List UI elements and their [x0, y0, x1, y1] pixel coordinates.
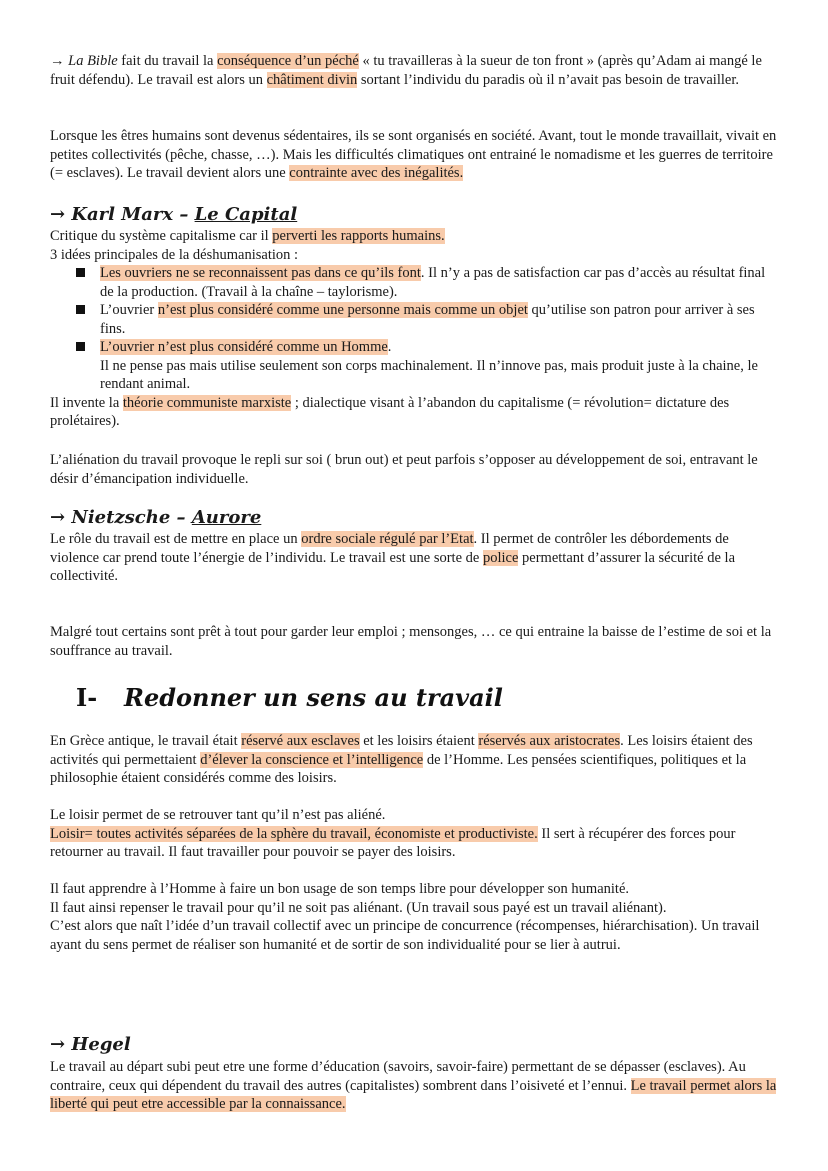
learn-line: C’est alors que naît l’idée d’un travail collectif avec un principe de concurrence (récompenses, hiérarchisation). Un travail ayant du sens permet de réaliser son humanité et de sortir de son individualité pour se lier à autrui.: [50, 918, 760, 953]
bible-paragraph: [50, 52, 780, 89]
leisure-definition: [50, 825, 780, 862]
text: En Grèce antique, le travail était: [50, 733, 242, 749]
marx-body: [50, 227, 780, 431]
text: Il invente la: [50, 394, 123, 411]
text: L’ouvrier: [100, 302, 158, 318]
text: Il ne pense pas mais utilise seulement son corps machinalement. Il n’innove pas, mais produit juste à la chaine, le rendant animal.: [100, 357, 758, 392]
text: . Il n’y a pas de satisfaction car pas d’accès au résultat final de la production. (Travail à la chaîne – taylorisme).: [100, 265, 766, 300]
author-name: Nietzsche –: [71, 507, 192, 528]
highlight: L’ouvrier n’est plus considéré comme un Homme: [100, 339, 388, 355]
highlight: Loisir= toutes activités séparées de la sphère du travail, économiste et productiviste.: [50, 825, 538, 842]
bullet-square-icon: [76, 342, 85, 351]
section-title: Redonner un sens au travail: [124, 683, 503, 712]
marx-heading: [50, 204, 780, 226]
learn-paragraph: [50, 880, 780, 954]
bullet-square-icon: [76, 268, 85, 277]
text: de l’Homme. Les pensées scientifiques, politiques et la philosophie étaient considérés comme des loisirs.: [50, 751, 747, 786]
highlight: réservés aux aristocrates: [478, 733, 621, 749]
author-name: Hegel: [71, 1034, 131, 1055]
text: permettant d’assurer la sécurité de la collectivité.: [50, 549, 735, 584]
nietzsche-heading: [50, 507, 780, 529]
bullet-square-icon: [76, 305, 85, 314]
leisure-paragraph: [50, 806, 780, 862]
highlight: Le travail permet alors la liberté qui peut etre accessible par la connaissance.: [50, 1077, 777, 1112]
arrow-icon: →: [50, 507, 66, 528]
arrow-icon: →: [50, 204, 66, 225]
highlight: ordre sociale régulé par l’Etat: [301, 531, 474, 547]
text: Le travail au départ subi peut etre une forme d’éducation (savoirs, savoir-faire) permettant de se dépasser (esclaves). Au contraire, ceux qui dépendent du travail des autres (capitalistes) sombrent dans l’oisiveté et l’ennui.: [50, 1059, 746, 1094]
text: . Il permet de contrôler les débordements de violence car prend toute l’énergie de l’individu. Le travail est une sorte de: [50, 531, 729, 566]
text: Il sert à récupérer des forces pour retourner au travail. Il faut travailler pour pouvoir se payer des loisirs.: [50, 825, 736, 860]
arrow-icon: →: [50, 1034, 66, 1055]
bullet-list: [50, 264, 780, 394]
text: ; dialectique visant à l’abandon du capitalisme (= révolution= dictature des prolétaires).: [50, 394, 730, 429]
text: et les loisirs étaient: [359, 733, 479, 749]
marx-theory: [50, 394, 780, 431]
list-item: [50, 264, 780, 301]
section-number: I-: [76, 683, 98, 712]
highlight: Les ouvriers ne se reconnaissent pas dans ce qu’ils font: [100, 265, 421, 281]
book-title: Le Capital: [194, 204, 298, 225]
sedentary-paragraph: [50, 127, 780, 183]
leisure-line: Le loisir permet de se retrouver tant qu’il n’est pas aliéné.: [50, 807, 386, 823]
section-heading: [76, 684, 776, 712]
highlight: n’est plus considéré comme une personne mais comme un objet: [157, 302, 528, 318]
learn-line: Il faut apprendre à l’Homme à faire un bon usage de son temps libre pour développer son humanité.: [50, 881, 630, 897]
learn-line: Il faut ainsi repenser le travail pour qu’il ne soit pas aliénant. (Un travail sous payé est un travail aliénant).: [50, 899, 667, 916]
bible-title: La Bible: [68, 53, 118, 69]
text: Le rôle du travail est de mettre en place un: [50, 531, 302, 547]
alienation-paragraph: L’aliénation du travail provoque le repli sur soi ( brun out) et peut parfois s’opposer au développement de soi, entravant le désir d’émancipation individuelle.: [50, 452, 758, 487]
highlight: châtiment divin: [266, 71, 358, 88]
text: . Les loisirs étaient des activités qui permettaient: [50, 733, 753, 768]
highlight: théorie communiste marxiste: [122, 394, 292, 411]
nietzsche-paragraph: [50, 530, 780, 586]
author-name: Karl Marx –: [71, 204, 195, 225]
text: « tu travailleras à la sueur de ton front » (après qu’Adam ai mangé le fruit défendu). Le travail est alors un: [50, 53, 762, 88]
highlight: conséquence d’un péché: [217, 53, 359, 69]
marx-critique: [50, 227, 780, 246]
book-title: Aurore: [191, 507, 262, 528]
highlight: police: [482, 549, 519, 566]
text: fait du travail la: [117, 53, 218, 69]
despite-paragraph: Malgré tout certains sont prêt à tout pour garder leur emploi ; mensonges, … ce qui entraine la baisse de l’estime de soi et la souffrance au travail.: [50, 624, 772, 659]
highlight: contrainte avec des inégalités.: [289, 165, 464, 181]
text: .: [387, 339, 392, 355]
hegel-heading: [50, 1034, 780, 1056]
text: Critique du système capitalisme car il: [50, 228, 273, 244]
marx-ideas-intro: 3 idées principales de la déshumanisation :: [50, 246, 299, 263]
text: qu’utilise son patron pour arriver à ses fins.: [100, 302, 755, 337]
greece-paragraph: [50, 732, 780, 788]
arrow-icon: →: [50, 53, 65, 69]
highlight: perverti les rapports humains.: [272, 228, 445, 244]
list-item: [50, 301, 780, 338]
highlight: d’élever la conscience et l’intelligence: [200, 751, 424, 768]
text: Lorsque les êtres humains sont devenus sédentaires, ils se sont organisés en société. Avant, tout le monde travaillait, vivait en petites collectivités (pêche, chasse, …). Mais les difficultés climatiques ont entrainé le nomadisme et les guerres de territoire (= esclaves). Le travail devient alors une: [50, 128, 777, 181]
list-item: [50, 338, 780, 394]
highlight: réservé aux esclaves: [241, 733, 360, 749]
hegel-paragraph: [50, 1058, 780, 1114]
text: sortant l’individu du paradis où il n’avait pas besoin de travailler.: [357, 71, 739, 88]
